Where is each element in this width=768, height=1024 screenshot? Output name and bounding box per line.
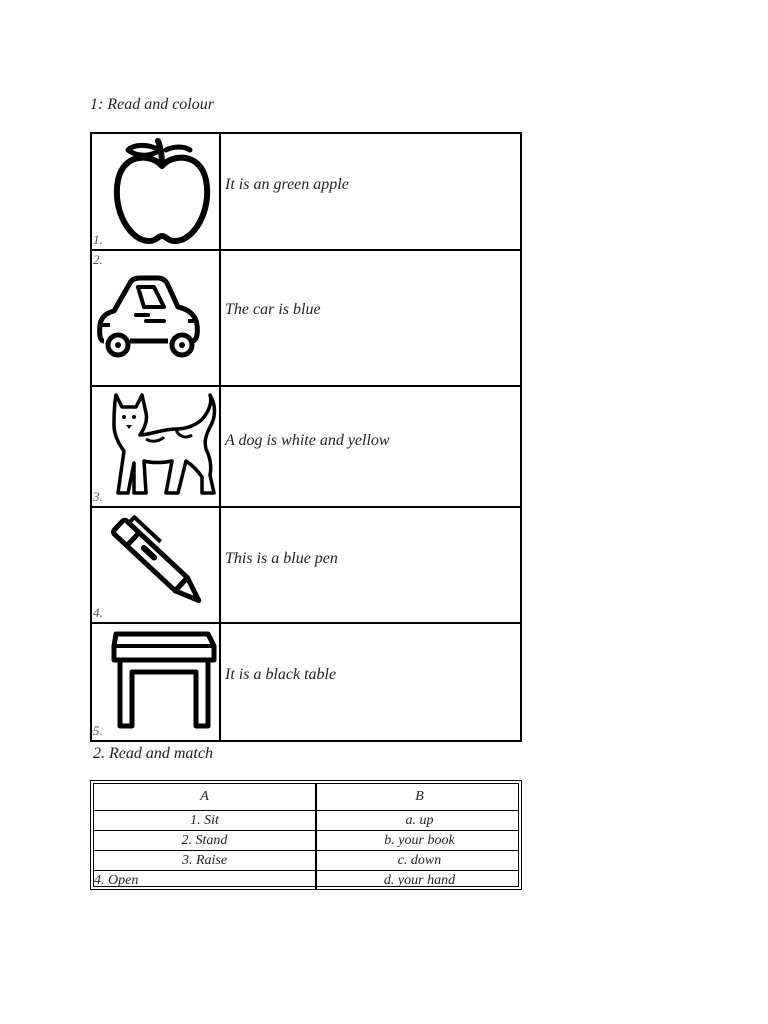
picture-cell bbox=[92, 508, 221, 622]
column-b-cell: a. up bbox=[405, 812, 434, 828]
read-and-colour-table bbox=[90, 132, 522, 742]
sentence-text: The car is blue bbox=[225, 301, 321, 318]
row-number: 5. bbox=[93, 723, 103, 738]
colour-row bbox=[92, 134, 520, 251]
column-a-header: A bbox=[94, 784, 317, 810]
column-a-cell: 2. Stand bbox=[94, 831, 317, 850]
sentence-text: A dog is white and yellow bbox=[225, 432, 390, 449]
colour-row bbox=[92, 387, 520, 508]
column-a-cell: 3. Raise bbox=[94, 851, 317, 870]
picture-cell bbox=[92, 134, 221, 249]
row-number: 2. bbox=[93, 252, 103, 267]
sentence-text: It is a black table bbox=[225, 666, 337, 683]
match-row bbox=[94, 831, 518, 851]
colour-row bbox=[92, 508, 520, 624]
car-icon bbox=[96, 275, 200, 363]
column-b-cell: b. your book bbox=[384, 832, 455, 848]
match-row bbox=[94, 871, 518, 890]
sentence-text: It is an green apple bbox=[225, 176, 349, 193]
colour-row bbox=[92, 251, 520, 387]
picture-cell bbox=[92, 624, 221, 740]
row-number: 4. bbox=[93, 605, 103, 620]
column-a-cell: 1. Sit bbox=[94, 811, 317, 830]
sentence-text: This is a blue pen bbox=[225, 550, 338, 567]
column-a-cell: 4. Open bbox=[94, 871, 317, 890]
apple-icon bbox=[112, 138, 212, 244]
match-row bbox=[94, 851, 518, 871]
column-b-cell: d. your hand bbox=[383, 872, 456, 888]
match-header-row bbox=[94, 784, 518, 811]
picture-cell bbox=[92, 387, 221, 506]
picture-cell bbox=[92, 251, 221, 385]
section2-heading: 2. Read and match bbox=[93, 745, 213, 762]
dog-icon bbox=[106, 391, 218, 497]
column-b-cell: c. down bbox=[397, 852, 442, 868]
table-icon bbox=[110, 630, 218, 730]
pen-icon bbox=[106, 511, 214, 615]
row-number: 1. bbox=[93, 232, 103, 247]
read-and-match-table bbox=[90, 780, 522, 890]
column-b-header: B bbox=[415, 789, 424, 804]
row-number: 3. bbox=[93, 489, 103, 504]
colour-row bbox=[92, 624, 520, 740]
match-table-inner bbox=[93, 783, 519, 887]
match-row bbox=[94, 811, 518, 831]
section1-heading: 1: Read and colour bbox=[90, 96, 214, 113]
